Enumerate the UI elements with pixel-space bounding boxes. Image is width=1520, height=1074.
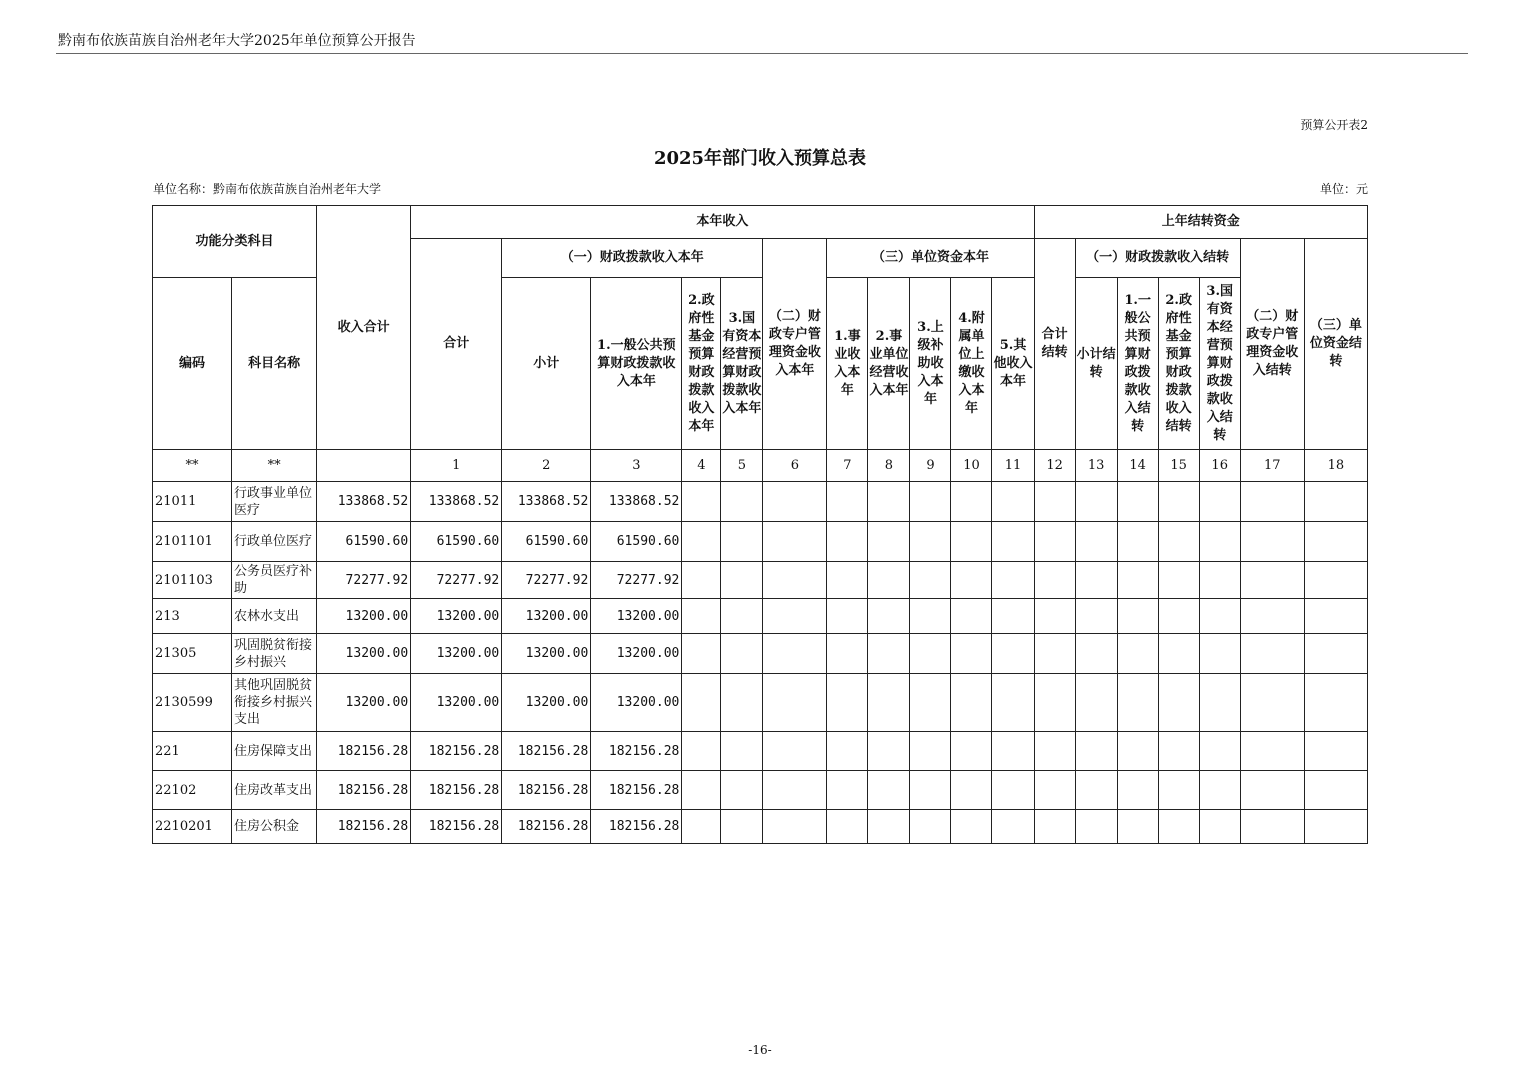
empty-cell (992, 674, 1034, 732)
business-unit-ops-header: 2.事业单位经营收入本年 (868, 278, 910, 450)
general-public-cell: 182156.28 (591, 771, 682, 810)
column-index-cell: ** (153, 450, 232, 482)
empty-cell (763, 599, 827, 634)
empty-cell (721, 810, 763, 844)
empty-cell (1304, 771, 1367, 810)
empty-cell (1158, 522, 1199, 562)
total-cell: 182156.28 (411, 771, 502, 810)
empty-cell (682, 562, 721, 599)
empty-cell (951, 599, 992, 634)
general-public-cell: 61590.60 (591, 522, 682, 562)
empty-cell (721, 562, 763, 599)
empty-cell (910, 771, 951, 810)
income-total-cell: 182156.28 (317, 732, 411, 771)
subject-code-cell: 221 (153, 732, 232, 771)
empty-cell (1075, 599, 1117, 634)
empty-cell (951, 810, 992, 844)
column-index-cell: ** (232, 450, 317, 482)
empty-cell (1034, 634, 1075, 674)
empty-cell (868, 599, 910, 634)
table-row (153, 562, 1368, 599)
empty-cell (910, 732, 951, 771)
subtotal-header: 小计 (502, 278, 591, 450)
column-index-cell: 3 (591, 450, 682, 482)
report-header: 黔南布依族苗族自治州老年大学2025年单位预算公开报告 (58, 33, 416, 49)
total-cell: 72277.92 (411, 562, 502, 599)
table-row (153, 732, 1368, 771)
subject-name-header: 科目名称 (232, 278, 317, 450)
empty-cell (868, 634, 910, 674)
empty-cell (1117, 634, 1158, 674)
empty-cell (951, 634, 992, 674)
empty-cell (1075, 522, 1117, 562)
general-public-cell: 13200.00 (591, 599, 682, 634)
empty-cell (1117, 810, 1158, 844)
empty-cell (763, 522, 827, 562)
table-body (153, 206, 1368, 844)
empty-cell (910, 810, 951, 844)
subject-code-cell: 21305 (153, 634, 232, 674)
category-header: 功能分类科目 (153, 206, 317, 278)
empty-cell (1034, 810, 1075, 844)
empty-cell (827, 732, 868, 771)
header-divider (56, 53, 1468, 54)
carry-state-capital-header: 3.国有资本经营预算财政拨款收入结转 (1199, 278, 1240, 450)
carry-gov-fund-header: 2.政府性基金预算财政拨款收入结转 (1158, 278, 1199, 450)
empty-cell (992, 732, 1034, 771)
column-index-cell: 10 (951, 450, 992, 482)
empty-cell (721, 599, 763, 634)
general-public-cell: 72277.92 (591, 562, 682, 599)
empty-cell (1117, 732, 1158, 771)
empty-cell (910, 522, 951, 562)
table-row (153, 599, 1368, 634)
empty-cell (992, 562, 1034, 599)
income-total-cell: 72277.92 (317, 562, 411, 599)
column-index-cell: 5 (721, 450, 763, 482)
general-public-header: 1.一般公共预算财政拨款收入本年 (591, 278, 682, 450)
subtotal-cell: 13200.00 (502, 674, 591, 732)
empty-cell (1304, 810, 1367, 844)
empty-cell (763, 482, 827, 522)
general-public-cell: 133868.52 (591, 482, 682, 522)
empty-cell (868, 810, 910, 844)
empty-cell (1117, 562, 1158, 599)
empty-cell (951, 732, 992, 771)
empty-cell (1304, 599, 1367, 634)
column-index-cell: 8 (868, 450, 910, 482)
empty-cell (1240, 562, 1304, 599)
empty-cell (827, 562, 868, 599)
empty-cell (992, 634, 1034, 674)
empty-cell (1034, 674, 1075, 732)
column-index-cell: 7 (827, 450, 868, 482)
empty-cell (1304, 732, 1367, 771)
subtotal-cell: 72277.92 (502, 562, 591, 599)
special-mgmt-header: （二）财政专户管理资金收入本年 (763, 239, 827, 450)
empty-cell (763, 674, 827, 732)
empty-cell (1240, 482, 1304, 522)
subject-code-cell: 2101103 (153, 562, 232, 599)
empty-cell (1158, 732, 1199, 771)
empty-cell (721, 634, 763, 674)
subtotal-cell: 13200.00 (502, 599, 591, 634)
subtotal-cell: 61590.60 (502, 522, 591, 562)
empty-cell (827, 674, 868, 732)
table-row (153, 771, 1368, 810)
empty-cell (1075, 810, 1117, 844)
carry-grant-header: （一）财政拨款收入结转 (1075, 239, 1240, 278)
general-public-cell: 13200.00 (591, 674, 682, 732)
empty-cell (868, 674, 910, 732)
empty-cell (682, 674, 721, 732)
form-number: 预算公开表2 (1300, 118, 1368, 132)
income-total-cell: 61590.60 (317, 522, 411, 562)
income-total-cell: 13200.00 (317, 674, 411, 732)
column-index-cell: 17 (1240, 450, 1304, 482)
subject-name-cell: 行政事业单位医疗 (232, 482, 317, 522)
empty-cell (1199, 674, 1240, 732)
empty-cell (682, 522, 721, 562)
income-total-cell: 13200.00 (317, 634, 411, 674)
empty-cell (763, 732, 827, 771)
empty-cell (910, 634, 951, 674)
empty-cell (1240, 674, 1304, 732)
empty-cell (1075, 634, 1117, 674)
subject-name-cell: 行政单位医疗 (232, 522, 317, 562)
empty-cell (1199, 522, 1240, 562)
subject-code-cell: 21011 (153, 482, 232, 522)
empty-cell (1075, 732, 1117, 771)
column-index-cell: 18 (1304, 450, 1367, 482)
empty-cell (1304, 674, 1367, 732)
total-header: 合计 (411, 239, 502, 450)
carry-special-header: （二）财政专户管理资金收入结转 (1240, 239, 1304, 450)
empty-cell (1158, 599, 1199, 634)
empty-cell (682, 771, 721, 810)
subject-code-cell: 22102 (153, 771, 232, 810)
empty-cell (951, 482, 992, 522)
income-total-cell: 133868.52 (317, 482, 411, 522)
empty-cell (992, 599, 1034, 634)
unit-name: 单位名称：黔南布依族苗族自治州老年大学 (153, 182, 382, 196)
gov-fund-header: 2.政府性基金预算财政拨款收入本年 (682, 278, 721, 450)
empty-cell (868, 771, 910, 810)
empty-cell (1240, 634, 1304, 674)
empty-cell (992, 810, 1034, 844)
column-index-cell: 9 (910, 450, 951, 482)
total-cell: 182156.28 (411, 732, 502, 771)
empty-cell (868, 482, 910, 522)
empty-cell (992, 771, 1034, 810)
total-cell: 182156.28 (411, 810, 502, 844)
empty-cell (1075, 771, 1117, 810)
empty-cell (721, 732, 763, 771)
income-budget-table (152, 205, 1368, 844)
column-index-cell: 6 (763, 450, 827, 482)
empty-cell (1158, 674, 1199, 732)
empty-cell (763, 562, 827, 599)
header-row-1 (153, 206, 1368, 239)
carry-subtotal-header: 小计结转 (1075, 278, 1117, 450)
empty-cell (1240, 599, 1304, 634)
table-row (153, 522, 1368, 562)
subject-name-cell: 农林水支出 (232, 599, 317, 634)
empty-cell (1199, 482, 1240, 522)
empty-cell (868, 732, 910, 771)
unit-funds-header: （三）单位资金本年 (827, 239, 1034, 278)
subtotal-cell: 182156.28 (502, 732, 591, 771)
empty-cell (1075, 562, 1117, 599)
total-cell: 133868.52 (411, 482, 502, 522)
empty-cell (951, 771, 992, 810)
empty-cell (827, 599, 868, 634)
empty-cell (1199, 634, 1240, 674)
subject-name-cell: 住房改革支出 (232, 771, 317, 810)
empty-cell (1034, 599, 1075, 634)
general-public-cell: 182156.28 (591, 810, 682, 844)
column-index-cell: 15 (1158, 450, 1199, 482)
empty-cell (1199, 562, 1240, 599)
empty-cell (910, 482, 951, 522)
empty-cell (951, 562, 992, 599)
business-income-header: 1.事业收入本年 (827, 278, 868, 450)
empty-cell (1304, 634, 1367, 674)
total-cell: 13200.00 (411, 634, 502, 674)
empty-cell (721, 482, 763, 522)
empty-cell (1304, 562, 1367, 599)
empty-cell (1240, 732, 1304, 771)
empty-cell (910, 674, 951, 732)
total-cell: 61590.60 (411, 522, 502, 562)
subject-name-cell: 住房公积金 (232, 810, 317, 844)
empty-cell (1117, 522, 1158, 562)
empty-cell (1075, 674, 1117, 732)
empty-cell (1158, 810, 1199, 844)
total-cell: 13200.00 (411, 599, 502, 634)
page-title: 2025年部门收入预算总表 (653, 148, 867, 169)
income-total-cell: 182156.28 (317, 810, 411, 844)
empty-cell (1158, 562, 1199, 599)
empty-cell (992, 482, 1034, 522)
empty-cell (721, 771, 763, 810)
carry-total-header: 合计结转 (1034, 239, 1075, 450)
subject-name-cell: 巩固脱贫衔接乡村振兴 (232, 634, 317, 674)
column-index-cell: 14 (1117, 450, 1158, 482)
empty-cell (1158, 482, 1199, 522)
column-index-cell: 12 (1034, 450, 1075, 482)
empty-cell (1117, 482, 1158, 522)
empty-cell (1240, 810, 1304, 844)
empty-cell (868, 522, 910, 562)
column-index-cell: 16 (1199, 450, 1240, 482)
empty-cell (1240, 522, 1304, 562)
empty-cell (763, 810, 827, 844)
subject-name-cell: 公务员医疗补助 (232, 562, 317, 599)
income-total-header: 收入合计 (317, 206, 411, 450)
column-index-cell (317, 450, 411, 482)
empty-cell (763, 771, 827, 810)
income-total-cell: 13200.00 (317, 599, 411, 634)
other-income-header: 5.其他收入本年 (992, 278, 1034, 450)
empty-cell (1034, 771, 1075, 810)
column-index-cell: 4 (682, 450, 721, 482)
subtotal-cell: 13200.00 (502, 634, 591, 674)
empty-cell (1117, 674, 1158, 732)
column-index-cell: 2 (502, 450, 591, 482)
empty-cell (992, 522, 1034, 562)
empty-cell (827, 482, 868, 522)
empty-cell (721, 674, 763, 732)
empty-cell (1199, 810, 1240, 844)
general-public-cell: 182156.28 (591, 732, 682, 771)
subject-code-cell: 213 (153, 599, 232, 634)
empty-cell (1240, 771, 1304, 810)
empty-cell (827, 634, 868, 674)
empty-cell (682, 599, 721, 634)
empty-cell (721, 522, 763, 562)
empty-cell (827, 810, 868, 844)
table-row (153, 482, 1368, 522)
empty-cell (1075, 482, 1117, 522)
empty-cell (951, 674, 992, 732)
income-total-cell: 182156.28 (317, 771, 411, 810)
code-header: 编码 (153, 278, 232, 450)
subject-name-cell: 其他巩固脱贫衔接乡村振兴支出 (232, 674, 317, 732)
empty-cell (763, 634, 827, 674)
empty-cell (1117, 599, 1158, 634)
empty-cell (1158, 771, 1199, 810)
subtotal-cell: 182156.28 (502, 810, 591, 844)
carryover-header: 上年结转资金 (1034, 206, 1367, 239)
table-row (153, 810, 1368, 844)
empty-cell (1199, 599, 1240, 634)
empty-cell (1034, 482, 1075, 522)
page-number: -16- (748, 1043, 772, 1057)
affiliated-remit-header: 4.附属单位上缴收入本年 (951, 278, 992, 450)
empty-cell (910, 599, 951, 634)
empty-cell (868, 562, 910, 599)
empty-cell (951, 522, 992, 562)
empty-cell (682, 732, 721, 771)
empty-cell (1117, 771, 1158, 810)
subtotal-cell: 133868.52 (502, 482, 591, 522)
column-index-row (153, 450, 1368, 482)
empty-cell (1199, 732, 1240, 771)
carry-general-header: 1.一般公共预算财政拨款收入结转 (1117, 278, 1158, 450)
empty-cell (1304, 482, 1367, 522)
superior-subsidy-header: 3.上级补助收入本年 (910, 278, 951, 450)
grant-income-header: （一）财政拨款收入本年 (502, 239, 763, 278)
subject-code-cell: 2101101 (153, 522, 232, 562)
subject-code-cell: 2130599 (153, 674, 232, 732)
empty-cell (910, 562, 951, 599)
state-capital-header: 3.国有资本经营预算财政拨款收入本年 (721, 278, 763, 450)
empty-cell (1034, 732, 1075, 771)
empty-cell (827, 771, 868, 810)
column-index-cell: 13 (1075, 450, 1117, 482)
empty-cell (1199, 771, 1240, 810)
column-index-cell: 11 (992, 450, 1034, 482)
empty-cell (682, 810, 721, 844)
empty-cell (1304, 522, 1367, 562)
empty-cell (827, 522, 868, 562)
empty-cell (682, 634, 721, 674)
carry-unit-header: （三）单位资金结转 (1304, 239, 1367, 450)
table-row (153, 674, 1368, 732)
empty-cell (1158, 634, 1199, 674)
column-index-cell: 1 (411, 450, 502, 482)
table-row (153, 634, 1368, 674)
currency-unit: 单位：元 (1319, 182, 1368, 196)
empty-cell (1034, 562, 1075, 599)
subtotal-cell: 182156.28 (502, 771, 591, 810)
total-cell: 13200.00 (411, 674, 502, 732)
subject-name-cell: 住房保障支出 (232, 732, 317, 771)
subject-code-cell: 2210201 (153, 810, 232, 844)
empty-cell (682, 482, 721, 522)
current-year-header: 本年收入 (411, 206, 1034, 239)
general-public-cell: 13200.00 (591, 634, 682, 674)
empty-cell (1034, 522, 1075, 562)
